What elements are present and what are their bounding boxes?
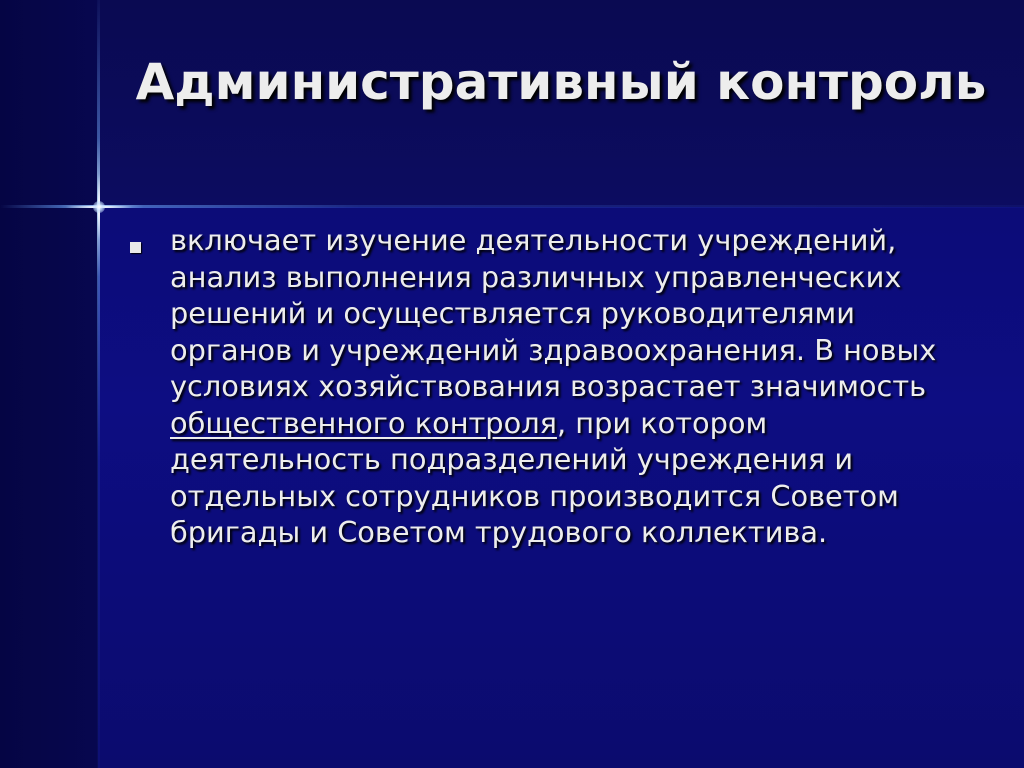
bullet-text-start: включает изучение деятельности учреждений, анализ выполнения различных управленческих решений и осуществляется руководителями органов и учреждений здравоохранения. В новых условиях хозяйствования возрастает значимость: [170, 223, 937, 403]
slide-title: Административный контроль: [135, 53, 987, 111]
public-control-link[interactable]: общественного контроля: [170, 405, 557, 440]
horizontal-glow-line: [0, 205, 1024, 208]
left-background-band: [0, 0, 98, 768]
bullet-text-end: , при котором деятельность подразделений учреждения и отдельных сотрудников производится Советом бригады и Советом трудового коллектива.: [170, 405, 899, 549]
square-bullet-icon: [130, 242, 141, 253]
bullet-text: [170, 222, 970, 551]
